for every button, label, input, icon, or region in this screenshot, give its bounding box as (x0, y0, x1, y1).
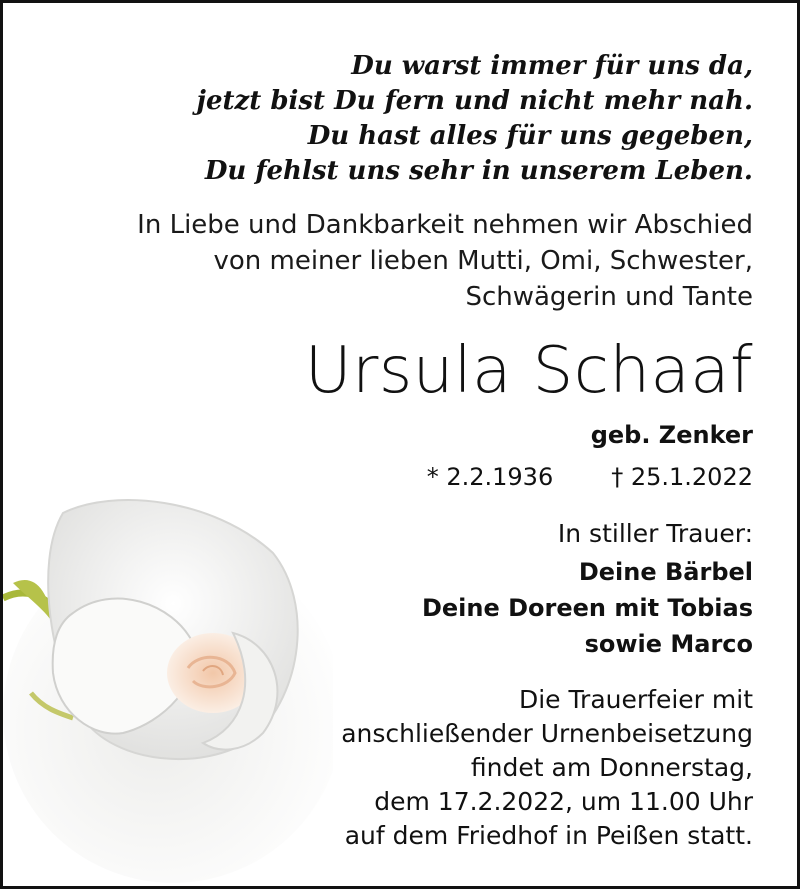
mourning-label: In stiller Trauer: (557, 519, 753, 548)
farewell-line: Schwägerin und Tante (465, 282, 753, 312)
deceased-name: Ursula Schaaf (304, 334, 753, 408)
birth-date: * 2.2.1936 (426, 463, 554, 491)
mourners-list (53, 554, 753, 662)
farewell-line: In Liebe und Dankbarkeit nehmen wir Abschied (137, 210, 753, 240)
farewell-line: von meiner lieben Mutti, Omi, Schwester, (213, 246, 753, 276)
birth-name: geb. Zenker (590, 421, 753, 449)
life-dates (53, 461, 753, 493)
farewell-text (53, 207, 753, 315)
ceremony-line: auf dem Friedhof in Peißen statt. (344, 821, 753, 850)
mourner-name: Deine Bärbel (578, 558, 753, 586)
poem-line: jetzt bist Du fern und nicht mehr nah. (196, 86, 753, 116)
white-rose-image (3, 493, 333, 883)
ceremony-line: anschließender Urnenbeisetzung (341, 719, 753, 748)
ceremony-line: findet am Donnerstag, (470, 753, 753, 782)
ceremony-info (293, 683, 753, 853)
poem (53, 49, 753, 189)
mourner-name: Deine Doreen mit Tobias (421, 594, 753, 622)
ceremony-line: Die Trauerfeier mit (518, 685, 753, 714)
poem-line: Du warst immer für uns da, (351, 51, 753, 81)
death-date: † 25.1.2022 (611, 463, 753, 491)
ceremony-line: dem 17.2.2022, um 11.00 Uhr (374, 787, 753, 816)
mourner-name: sowie Marco (584, 630, 753, 658)
poem-line: Du fehlst uns sehr in unserem Leben. (204, 156, 753, 186)
poem-line: Du hast alles für uns gegeben, (307, 121, 753, 151)
